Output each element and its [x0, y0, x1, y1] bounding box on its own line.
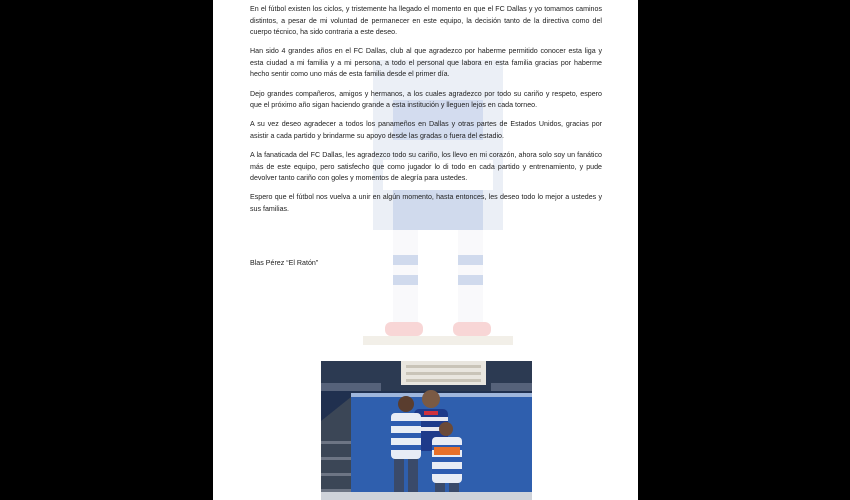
letter-page — [213, 0, 638, 500]
letter-paragraph-5: A la fanaticada del FC Dallas, les agradezco todo su cariño, los llevo en mi corazón, ahora solo soy un fanático más de este equipo, pero satisfecho que como jugador lo di todo en cada partido y entrenamiento, y pude devolver tanto cariño con goles y momentos de alegría para ustedes. — [250, 150, 602, 183]
letter-paragraph-4: A su vez deseo agradecer a todos los panameños en Dallas y otras partes de Estados Unidos, gracias por asistir a cada partido y brindarme su apoyo desde las gradas o fuera del estadio. — [250, 120, 602, 140]
letter-paragraph-2: Han sido 4 grandes años en el FC Dallas, club al que agradezco por haberme permitido conocer esta liga y esta ciudad a mi familia y a mi persona, a todo el personal que labora en esta familia gracias por haberme hecho sentir como uno más de esta familia desde el primer día. — [250, 47, 602, 79]
letter-paragraph-6: Espero que el fútbol nos vuelva a unir en algún momento, hasta entonces, les deseo todo lo mejor a ustedes y sus familias. — [250, 193, 602, 213]
signature: Blas Pérez “El Ratón” — [250, 259, 319, 267]
letter-paragraph-1: En el fútbol existen los ciclos, y tristemente ha llegado el momento en que el FC Dallas y yo tomamos caminos distintos, a pesar de mi voluntad de permanecer en este equipo, la decisión tanto de la directiva como del cuerpo técnico, ha sido contraria a este deseo. — [250, 5, 602, 37]
letter-paragraph-3: Dejo grandes compañeros, amigos y hermanos, a los cuales agradezco por todo su cariño y respeto, espero que el próximo año sigan haciendo grande a esta institución y lleguen lejos en cada torneo. — [250, 89, 602, 110]
letter-body — [250, 4, 602, 223]
player-with-kids-photo — [321, 361, 532, 500]
